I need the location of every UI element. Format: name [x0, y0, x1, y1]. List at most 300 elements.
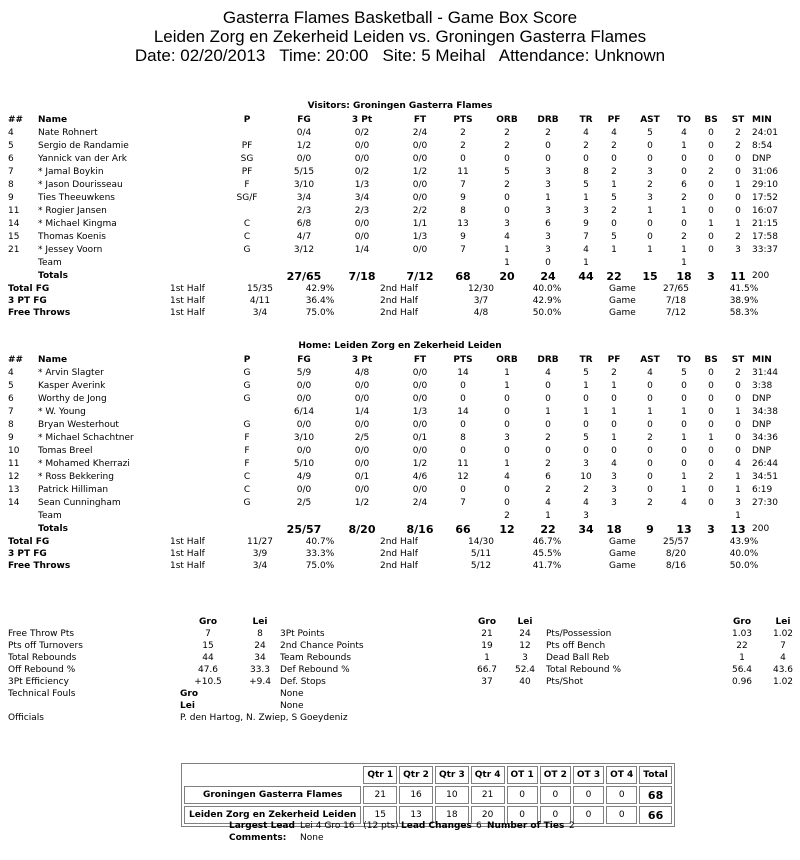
- cell-pos: G: [243, 420, 251, 430]
- cell-min: 17:52: [752, 193, 778, 203]
- cell-st: 0: [735, 381, 741, 391]
- column-header-pos: P: [243, 115, 251, 125]
- second-half-label: 2nd Half: [380, 561, 418, 571]
- game-pct: 43.9%: [729, 537, 759, 547]
- cell-tr: 0: [583, 420, 589, 430]
- cell-drb: 0: [545, 141, 551, 151]
- cell-num: 6: [8, 394, 14, 404]
- cell-pos: F: [244, 459, 250, 469]
- cell-ft: 1/3: [412, 232, 428, 242]
- cell-tr: 1: [583, 193, 589, 203]
- cell-st: 1: [735, 219, 741, 229]
- period-header: Qtr 4: [471, 766, 505, 784]
- cell-orb: 2: [504, 141, 510, 151]
- cell-pts: 2: [460, 141, 466, 151]
- player-row: [0, 471, 800, 484]
- shooting-split-row: [0, 560, 800, 573]
- total-ast: 9: [646, 523, 654, 536]
- stat-team-b: 1.02: [772, 677, 794, 687]
- cell-min: 33:37: [752, 245, 778, 255]
- cell-num: 8: [8, 420, 14, 430]
- column-header-3pt: 3 Pt: [351, 355, 373, 365]
- first-half-made-attempted: 3/9: [252, 549, 268, 559]
- first-half-pct: 42.9%: [305, 284, 335, 294]
- cell-drb: 2: [545, 485, 551, 495]
- cell-drb: 0: [545, 394, 551, 404]
- cell-name: * Michael Kingma: [38, 219, 117, 229]
- cell-ast: 0: [647, 485, 653, 495]
- stat-label: Pts off Turnovers: [8, 641, 83, 651]
- stat-label: Total Rebound %: [546, 665, 622, 675]
- cell-ft: 2/2: [412, 206, 428, 216]
- cell-st: 0: [735, 394, 741, 404]
- second-half-made-attempted: 5/12: [470, 561, 492, 571]
- total-ft: 8/16: [406, 523, 434, 536]
- visitors-totals-row: [0, 270, 800, 283]
- team-a-header: Gro: [477, 617, 497, 627]
- line-score-team-name: Leiden Zorg en Zekerheid Leiden: [184, 806, 361, 824]
- first-half-pct: 36.4%: [305, 296, 335, 306]
- stat-team-a: 56.4: [731, 665, 753, 675]
- visitors-section-title: Visitors: Groningen Gasterra Flames: [307, 101, 493, 111]
- technical-team: Gro: [180, 689, 199, 699]
- cell-tr: 3: [583, 459, 589, 469]
- column-header-num: ##: [8, 115, 24, 125]
- cell-orb: 1: [504, 381, 510, 391]
- game-label: Game: [609, 296, 636, 306]
- cell-num: 7: [8, 167, 14, 177]
- cell-fg: 0/4: [296, 128, 312, 138]
- cell-to: 1: [681, 258, 687, 268]
- game-made-attempted: 8/20: [665, 549, 687, 559]
- cell-to: 5: [681, 368, 687, 378]
- cell-tr: 0: [583, 394, 589, 404]
- game-pct: 50.0%: [729, 561, 759, 571]
- cell-fg: 6/8: [296, 219, 312, 229]
- cell-name: * Ross Bekkering: [38, 472, 114, 482]
- total-drb: 24: [540, 270, 556, 283]
- column-header-orb: ORB: [496, 115, 518, 125]
- stat-label: Dead Ball Reb: [546, 653, 610, 663]
- cell-orb: 1: [504, 258, 510, 268]
- cell-pos: C: [243, 219, 251, 229]
- shooting-split-row: [0, 307, 800, 320]
- cell-drb: 2: [545, 128, 551, 138]
- cell-pf: 2: [611, 141, 617, 151]
- cell-st: 2: [735, 128, 741, 138]
- cell-min: 27:30: [752, 498, 778, 508]
- cell-num: 4: [8, 368, 14, 378]
- team-row: [0, 510, 800, 523]
- total-st: 11: [730, 270, 746, 283]
- cell-name: * Michael Schachtner: [38, 433, 134, 443]
- cell-ast: 1: [647, 407, 653, 417]
- period-header: OT 4: [606, 766, 637, 784]
- column-header-to: TO: [677, 115, 691, 125]
- cell-ast: 2: [647, 433, 653, 443]
- game-label: Game: [609, 549, 636, 559]
- cell-pos: G: [243, 381, 251, 391]
- cell-bs: 0: [708, 232, 714, 242]
- cell-3pt: 1/2: [354, 498, 370, 508]
- home-totals-row: [0, 523, 800, 536]
- cell-pos: C: [243, 232, 251, 242]
- cell-num: 9: [8, 433, 14, 443]
- cell-ast: 4: [647, 368, 653, 378]
- stat-team-b: 43.6: [772, 665, 794, 675]
- cell-st: 2: [735, 141, 741, 151]
- cell-3pt: 0/0: [354, 394, 370, 404]
- cell-ft: 0/0: [412, 381, 428, 391]
- total-tr: 44: [578, 270, 594, 283]
- stat-team-b: 12: [519, 641, 531, 651]
- cell-fg: 0/0: [296, 154, 312, 164]
- cell-ft: 0/0: [412, 368, 428, 378]
- cell-st: 1: [735, 472, 741, 482]
- cell-name: Ties Theeuwkens: [38, 193, 115, 203]
- column-header-drb: DRB: [537, 115, 559, 125]
- column-header-pf: PF: [607, 115, 621, 125]
- cell-to: 4: [681, 128, 687, 138]
- cell-ft: 0/0: [412, 446, 428, 456]
- cell-3pt: 0/0: [354, 232, 370, 242]
- first-half-pct: 33.3%: [305, 549, 335, 559]
- period-header: Qtr 2: [399, 766, 433, 784]
- game-label: Game: [609, 561, 636, 571]
- stat-team-a: 1: [484, 653, 490, 663]
- stat-label: 2nd Chance Points: [280, 641, 364, 651]
- player-row: [0, 497, 800, 510]
- cell-to: 1: [681, 485, 687, 495]
- player-row: [0, 140, 800, 153]
- cell-fg: 5/10: [293, 459, 315, 469]
- cell-pts: 12: [457, 472, 469, 482]
- cell-ft: 2/4: [412, 498, 428, 508]
- period-header: OT 1: [507, 766, 538, 784]
- visitors-column-header: [0, 114, 800, 127]
- cell-orb: 0: [504, 394, 510, 404]
- cell-orb: 2: [504, 180, 510, 190]
- comments-label: Comments:: [229, 833, 287, 843]
- column-header-ast: AST: [640, 115, 660, 125]
- cell-fg: 3/4: [296, 193, 312, 203]
- cell-tr: 4: [583, 498, 589, 508]
- cell-pf: 2: [611, 167, 617, 177]
- cell-orb: 2: [504, 511, 510, 521]
- period-score: 18: [435, 806, 469, 824]
- cell-bs: 1: [708, 219, 714, 229]
- cell-to: 1: [681, 206, 687, 216]
- cell-pts: 0: [460, 394, 466, 404]
- cell-min: 8:54: [752, 141, 773, 151]
- stat-label: Pts/Possession: [546, 629, 612, 639]
- split-label: Free Throws: [8, 561, 71, 571]
- cell-3pt: 0/0: [354, 420, 370, 430]
- first-half-made-attempted: 15/35: [247, 284, 273, 294]
- period-header: Qtr 1: [363, 766, 397, 784]
- cell-tr: 2: [583, 141, 589, 151]
- cell-pf: 4: [611, 128, 617, 138]
- period-score: 0: [573, 806, 604, 824]
- cell-name: Kasper Averink: [38, 381, 106, 391]
- cell-name: Thomas Koenis: [38, 232, 106, 242]
- cell-pts: 0: [460, 446, 466, 456]
- cell-name: Bryan Westerhout: [38, 420, 119, 430]
- cell-ast: 5: [647, 128, 653, 138]
- cell-ft: 4/6: [412, 472, 428, 482]
- cell-pf: 3: [611, 498, 617, 508]
- officials-label: Officials: [8, 713, 44, 723]
- cell-drb: 0: [545, 446, 551, 456]
- cell-name: * Rogier Jansen: [38, 206, 107, 216]
- cell-to: 1: [681, 433, 687, 443]
- player-row: [0, 445, 800, 458]
- cell-drb: 6: [545, 472, 551, 482]
- cell-ft: 0/0: [412, 245, 428, 255]
- column-header-pts: PTS: [453, 115, 473, 125]
- cell-orb: 1: [504, 245, 510, 255]
- column-header-ast: AST: [640, 355, 660, 365]
- split-label: Total FG: [8, 537, 50, 547]
- cell-ft: 1/1: [412, 219, 428, 229]
- cell-num: 11: [8, 459, 20, 469]
- cell-name: * Arvin Slagter: [38, 368, 104, 378]
- split-label: 3 PT FG: [8, 549, 47, 559]
- cell-ft: 0/1: [412, 433, 428, 443]
- team-a-header: Gro: [198, 617, 218, 627]
- cell-pos: F: [244, 446, 250, 456]
- period-score: 21: [471, 786, 505, 804]
- period-header: OT 3: [573, 766, 604, 784]
- total-fg: 27/65: [286, 270, 322, 283]
- game-made-attempted: 7/18: [665, 296, 687, 306]
- cell-tr: 0: [583, 446, 589, 456]
- stat-team-a: 47.6: [197, 665, 219, 675]
- player-row: [0, 484, 800, 497]
- cell-bs: 0: [708, 193, 714, 203]
- officials-row: [0, 712, 800, 725]
- column-header-fg: FG: [297, 115, 311, 125]
- cell-fg: 5/15: [293, 167, 315, 177]
- period-score: 15: [363, 806, 397, 824]
- cell-orb: 0: [504, 407, 510, 417]
- cell-bs: 0: [708, 498, 714, 508]
- cell-st: 1: [735, 511, 741, 521]
- total-name: Totals: [38, 524, 68, 534]
- stat-team-a: 44: [202, 653, 214, 663]
- second-half-made-attempted: 4/8: [473, 308, 489, 318]
- total-fg: 25/57: [286, 523, 322, 536]
- cell-ast: 0: [647, 459, 653, 469]
- cell-to: 0: [681, 154, 687, 164]
- stat-label: Team Rebounds: [280, 653, 352, 663]
- cell-to: 6: [681, 180, 687, 190]
- cell-pos: C: [243, 472, 251, 482]
- stat-team-b: 3: [522, 653, 528, 663]
- column-header-3pt: 3 Pt: [351, 115, 373, 125]
- cell-bs: 0: [708, 245, 714, 255]
- team-row: [0, 257, 800, 270]
- stat-team-b: 4: [780, 653, 786, 663]
- cell-ast: 3: [647, 193, 653, 203]
- player-row: [0, 192, 800, 205]
- total-to: 13: [676, 523, 692, 536]
- cell-tr: 1: [583, 381, 589, 391]
- team-b-header: Lei: [775, 617, 791, 627]
- player-row: [0, 179, 800, 192]
- cell-pts: 14: [457, 368, 469, 378]
- stat-team-a: 1: [739, 653, 745, 663]
- cell-orb: 4: [504, 472, 510, 482]
- cell-num: 15: [8, 232, 20, 242]
- cell-drb: 0: [545, 420, 551, 430]
- player-row: [0, 231, 800, 244]
- player-row: [0, 419, 800, 432]
- cell-to: 1: [681, 472, 687, 482]
- cell-st: 2: [735, 368, 741, 378]
- cell-st: 0: [735, 193, 741, 203]
- total-pf: 22: [606, 270, 622, 283]
- column-header-ft: FT: [413, 355, 427, 365]
- cell-drb: 0: [545, 258, 551, 268]
- stat-team-a: 19: [481, 641, 493, 651]
- total-bs: 3: [707, 523, 715, 536]
- stat-team-b: 1.02: [772, 629, 794, 639]
- cell-name: * Jamal Boykin: [38, 167, 104, 177]
- player-row: [0, 432, 800, 445]
- game-label: Game: [609, 284, 636, 294]
- cell-to: 0: [681, 420, 687, 430]
- cell-ast: 0: [647, 381, 653, 391]
- cell-pos: F: [244, 433, 250, 443]
- cell-to: 1: [681, 141, 687, 151]
- cell-min: DNP: [752, 154, 772, 164]
- cell-st: 1: [735, 180, 741, 190]
- cell-pf: 2: [611, 368, 617, 378]
- stat-team-a: 1.03: [731, 629, 753, 639]
- cell-name: Patrick Hilliman: [38, 485, 109, 495]
- cell-orb: 4: [504, 232, 510, 242]
- cell-num: 5: [8, 141, 14, 151]
- cell-pts: 8: [460, 433, 466, 443]
- stat-team-b: 33.3: [249, 665, 271, 675]
- cell-name: * Jessey Voorn: [38, 245, 103, 255]
- column-header-pts: PTS: [453, 355, 473, 365]
- cell-min: 3:38: [752, 381, 773, 391]
- cell-st: 1: [735, 407, 741, 417]
- cell-3pt: 2/3: [354, 206, 370, 216]
- cell-ast: 0: [647, 420, 653, 430]
- second-half-pct: 42.9%: [532, 296, 562, 306]
- period-score: 0: [573, 786, 604, 804]
- cell-name: * W. Young: [38, 407, 86, 417]
- stat-label: Total Rebounds: [8, 653, 77, 663]
- cell-pts: 14: [457, 407, 469, 417]
- cell-bs: 0: [708, 446, 714, 456]
- column-header-bs: BS: [704, 355, 718, 365]
- cell-pf: 3: [611, 472, 617, 482]
- home-section-title: Home: Leiden Zorg en Zekerheid Leiden: [298, 341, 502, 351]
- stat-label: Def Rebound %: [280, 665, 350, 675]
- cell-drb: 1: [545, 511, 551, 521]
- cell-3pt: 0/0: [354, 381, 370, 391]
- cell-pf: 4: [611, 459, 617, 469]
- cell-orb: 0: [504, 446, 510, 456]
- period-score: 13: [399, 806, 433, 824]
- cell-ft: 0/0: [412, 420, 428, 430]
- cell-orb: 0: [504, 420, 510, 430]
- cell-num: 21: [8, 245, 20, 255]
- cell-name: * Mohamed Kherrazi: [38, 459, 130, 469]
- team-b-header: Lei: [517, 617, 533, 627]
- column-header-fg: FG: [297, 355, 311, 365]
- cell-drb: 1: [545, 193, 551, 203]
- cell-pos: G: [243, 394, 251, 404]
- cell-bs: 0: [708, 180, 714, 190]
- stat-team-b: +9.4: [249, 677, 271, 687]
- cell-min: 34:38: [752, 407, 778, 417]
- first-half-label: 1st Half: [170, 549, 205, 559]
- cell-tr: 5: [583, 180, 589, 190]
- officials-names: P. den Hartog, N. Zwiep, S Goeydeniz: [180, 713, 348, 723]
- game-made-attempted: 27/65: [663, 284, 689, 294]
- cell-st: 0: [735, 154, 741, 164]
- cell-min: 26:44: [752, 459, 778, 469]
- cell-fg: 0/0: [296, 394, 312, 404]
- cell-to: 1: [681, 407, 687, 417]
- cell-pf: 0: [611, 154, 617, 164]
- cell-bs: 0: [708, 485, 714, 495]
- cell-min: 17:58: [752, 232, 778, 242]
- column-header-min: MIN: [752, 355, 772, 365]
- stat-team-b: 8: [257, 629, 263, 639]
- first-half-label: 1st Half: [170, 284, 205, 294]
- first-half-label: 1st Half: [170, 296, 205, 306]
- second-half-pct: 45.5%: [532, 549, 562, 559]
- cell-to: 0: [681, 446, 687, 456]
- ties-label: Number of Ties: [487, 821, 565, 831]
- second-half-pct: 46.7%: [532, 537, 562, 547]
- player-row: [0, 406, 800, 419]
- cell-name: Worthy de Jong: [38, 394, 107, 404]
- cell-pts: 0: [460, 420, 466, 430]
- stat-team-a: 66.7: [476, 665, 498, 675]
- team-a-header: Gro: [732, 617, 752, 627]
- cell-tr: 7: [583, 232, 589, 242]
- player-row: [0, 166, 800, 179]
- cell-drb: 3: [545, 167, 551, 177]
- game-made-attempted: 25/57: [663, 537, 689, 547]
- stat-team-a: +10.5: [194, 677, 222, 687]
- period-score: 16: [399, 786, 433, 804]
- player-row: [0, 380, 800, 393]
- cell-tr: 2: [583, 485, 589, 495]
- first-half-made-attempted: 3/4: [252, 308, 268, 318]
- cell-ast: 0: [647, 472, 653, 482]
- cell-ft: 1/2: [412, 167, 428, 177]
- cell-pf: 2: [611, 206, 617, 216]
- cell-fg: 3/10: [293, 180, 315, 190]
- cell-pts: 9: [460, 232, 466, 242]
- total-st: 13: [730, 523, 746, 536]
- cell-st: 1: [735, 485, 741, 495]
- cell-pos: F: [244, 180, 250, 190]
- cell-fg: 0/0: [296, 381, 312, 391]
- second-half-made-attempted: 3/7: [473, 296, 489, 306]
- first-half-pct: 40.7%: [305, 537, 335, 547]
- column-header-bs: BS: [704, 115, 718, 125]
- period-score: 10: [435, 786, 469, 804]
